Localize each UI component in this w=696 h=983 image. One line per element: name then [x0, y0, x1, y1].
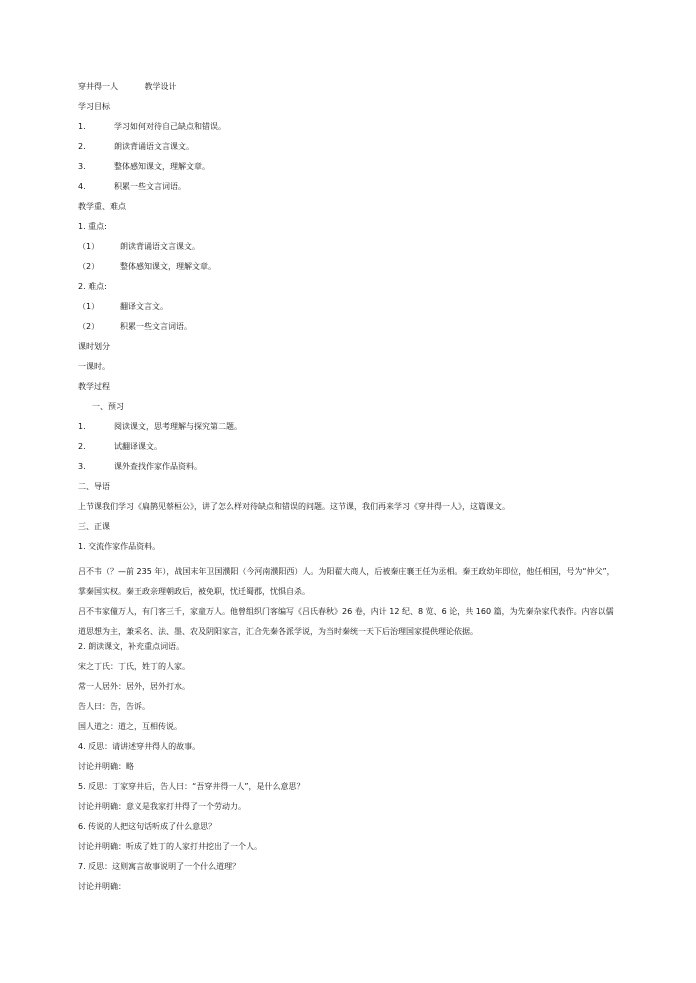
difficulty-item	[78, 322, 618, 332]
vocab-item: 国人道之：道之，互相传说。	[78, 722, 182, 731]
goal-text: 朗读背诵语文言课文。	[114, 142, 194, 151]
goal-text: 整体感知课文，理解文章。	[114, 162, 210, 171]
document-body	[78, 82, 618, 892]
preview-item	[78, 442, 618, 452]
goal-number: 2.	[78, 142, 86, 151]
section-heading-goals: 学习目标	[78, 102, 110, 111]
hours-text: 一课时。	[78, 362, 110, 371]
item-text: 试翻译课文。	[114, 442, 162, 451]
vocab-item: 宋之丁氏：丁氏，姓丁的人家。	[78, 662, 190, 671]
item-number: （1）	[78, 302, 100, 311]
item-text: 积累一些文言词语。	[120, 322, 192, 331]
goal-item	[78, 142, 618, 152]
qa-line: 7. 反思：这则寓言故事说明了一个什么道理？	[78, 862, 241, 871]
section-heading-key-points: 教学重、难点	[78, 202, 126, 211]
author-heading: 1. 交流作家作品资料。	[78, 542, 161, 551]
title-suffix: 教学设计	[144, 82, 177, 91]
reading-heading: 2. 朗读课文，补充重点词语。	[78, 642, 185, 651]
item-number: 2.	[78, 442, 86, 451]
item-number: （1）	[78, 242, 100, 251]
section-heading-hours: 课时划分	[78, 342, 110, 351]
difficulty-heading: 2. 难点:	[78, 282, 107, 291]
intro-heading: 二、导语	[78, 482, 110, 491]
item-text: 翻译文言文。	[120, 302, 168, 311]
goal-text: 积累一些文言词语。	[114, 182, 186, 191]
intro-paragraph: 上节课我们学习《扁鹊见蔡桓公》，讲了怎么样对待缺点和错误的问题。这节课，我们再来学习《穿井得一人》，这篇课文。	[78, 502, 510, 511]
goal-number: 4.	[78, 182, 86, 191]
goal-item	[78, 162, 618, 172]
qa-line: 讨论并明确：略	[78, 762, 134, 771]
item-text: 阅读课文，思考理解与探究第二题。	[114, 422, 242, 431]
title-text: 穿井得一人	[78, 82, 118, 91]
key-point-item	[78, 242, 618, 252]
key-point-item	[78, 262, 618, 272]
key-points-heading: 1. 重点:	[78, 222, 107, 231]
goal-item	[78, 122, 618, 132]
item-text: 朗读背诵语文言课文。	[120, 242, 200, 251]
goal-number: 1.	[78, 122, 86, 131]
qa-line: 讨论并明确：	[78, 882, 126, 891]
item-number: （2）	[78, 322, 100, 331]
item-text: 课外查找作家作品资料。	[114, 462, 202, 471]
item-number: 3.	[78, 462, 86, 471]
qa-line: 4. 反思：请讲述穿井得人的故事。	[78, 742, 201, 751]
qa-line: 讨论并明确：听成了姓丁的人家打井挖出了一个人。	[78, 842, 262, 851]
vocab-item: 常一人居外：居外，居外打水。	[78, 682, 190, 691]
item-number: 1.	[78, 422, 86, 431]
document-title	[78, 82, 618, 92]
qa-line: 6. 传说的人把这句话听成了什么意思？	[78, 822, 217, 831]
item-text: 整体感知课文，理解文章。	[120, 262, 216, 271]
section-heading-process: 教学过程	[78, 382, 110, 391]
preview-item	[78, 462, 618, 472]
goal-item	[78, 182, 618, 192]
goal-number: 3.	[78, 162, 86, 171]
item-number: （2）	[78, 262, 100, 271]
main-lesson-heading: 三、正课	[78, 522, 110, 531]
author-paragraph-1: 吕不韦（？—前 235 年），战国末年卫国濮阳（今河南濮阳西）人。为阳翟大商人，后被秦庄襄王任为丞相。秦王政幼年即位，他任相国，号为“仲父”，掌秦国实权。秦王政亲理朝政后，被免职，忧迁蜀郡，忧惧自杀。	[78, 567, 615, 596]
preview-heading: 一、预习	[92, 402, 124, 411]
goal-text: 学习如何对待自己缺点和错误。	[114, 122, 226, 131]
difficulty-item	[78, 302, 618, 312]
qa-line: 讨论并明确：意义是我家打井得了一个劳动力。	[78, 802, 246, 811]
qa-line: 5. 反思：丁家穿井后，告人曰：“吾穿井得一人”，是什么意思？	[78, 782, 305, 791]
author-paragraph-2: 吕不韦家僮万人，有门客三千，家童万人。他曾组织门客编写《吕氏春秋》26 卷，内计 12 纪、8 览、6 论，共 160 篇，为先秦杂家代表作。内容以儒道思想为主，兼采名、法、墨、农及阴阳家言，汇合先秦各派学说，为当时秦统一天下后治理国家提供理论依据。	[78, 607, 614, 636]
preview-item	[78, 422, 618, 432]
vocab-item: 告人曰：告，告诉。	[78, 702, 150, 711]
